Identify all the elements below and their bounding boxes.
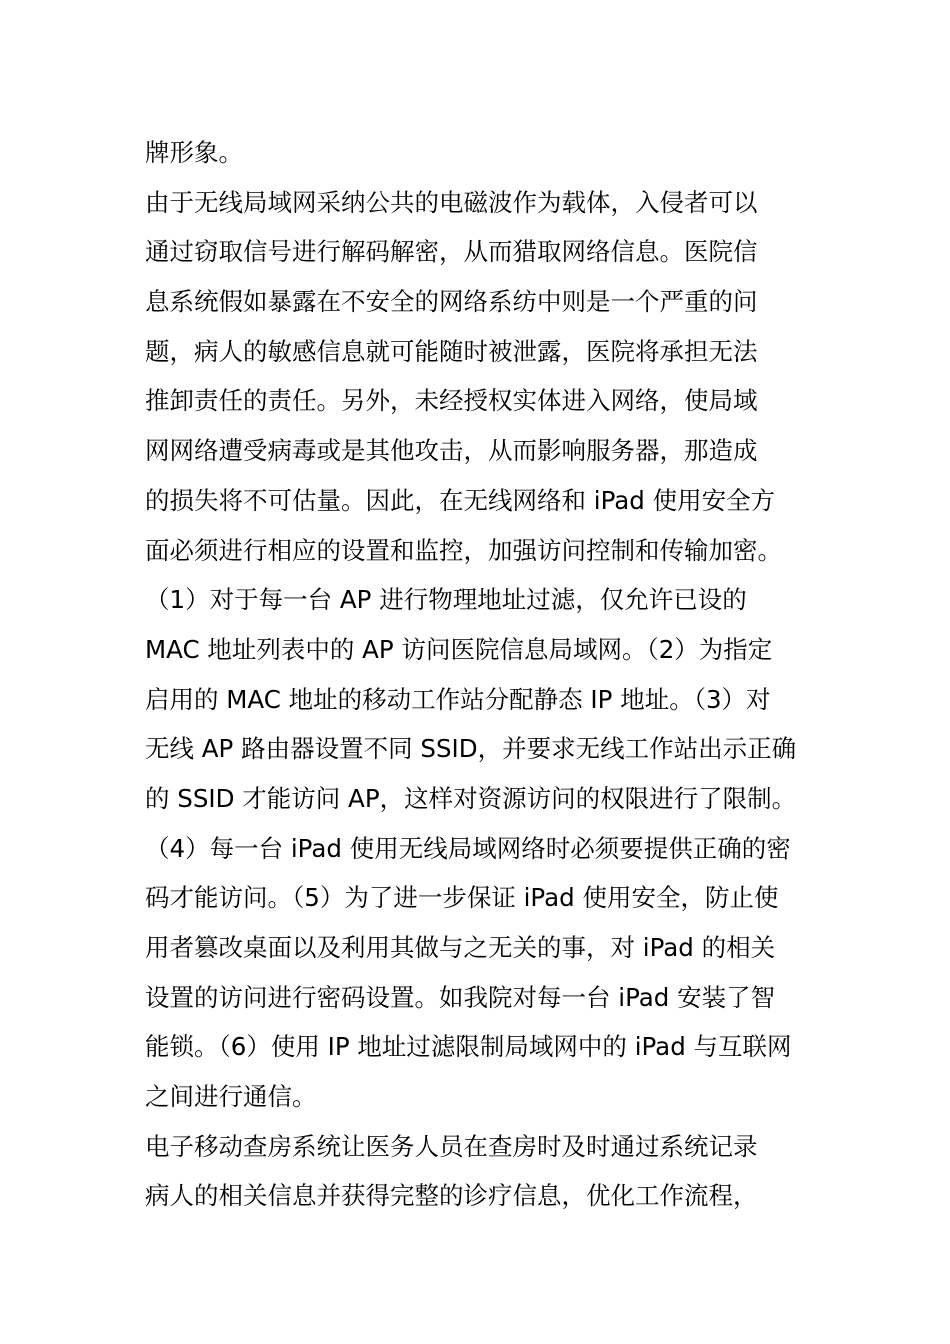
text-line: 用者篡改桌面以及利用其做与之无关的事，对 iPad 的相关	[145, 933, 776, 962]
text-line: 的 SSID 才能访问 AP，这样对资源访问的权限进行了限制。	[145, 783, 797, 813]
text-line: 面必须进行相应的设置和监控，加强访问控制和传输加密。	[145, 535, 782, 565]
text-line: （4）每一台 iPad 使用无线局域网络时必须要提供正确的密	[145, 833, 791, 863]
text-line: 通过窃取信号进行解码解密，从而猎取网络信息。医院信	[145, 237, 758, 267]
text-line: 题，病人的敏感信息就可能随时被泄露，医院将承担无法	[145, 336, 758, 366]
text-line: 推卸责任的责任。另外，未经授权实体进入网络，使局域	[145, 386, 758, 416]
text-line: 无线 AP 路由器设置不同 SSID，并要求无线工作站出示正确	[145, 734, 797, 764]
text-line: 网网络遭受病毒或是其他攻击，从而影响服务器，那造成	[145, 436, 758, 466]
text-line: 的损失将不可估量。因此，在无线网络和 iPad 使用安全方	[145, 485, 776, 515]
text-line: 牌形象。	[145, 138, 243, 167]
text-line: 息系统假如暴露在不安全的网络系纺中则是一个严重的问	[145, 287, 758, 317]
text-line: 由于无线局域网采纳公共的电磁波作为载体，入侵者可以	[145, 187, 758, 217]
text-line: 启用的 MAC 地址的移动工作站分配静态 IP 地址。（3）对	[145, 684, 771, 714]
text-line: 能锁。（6）使用 IP 地址过滤限制局域网中的 iPad 与互联网	[145, 1032, 792, 1062]
text-line: （1）对于每一台 AP 进行物理地址过滤，仅允许已设的	[145, 585, 747, 615]
text-line: 设置的访问进行密码设置。如我院对每一台 iPad 安装了智	[145, 982, 776, 1012]
text-line: 码才能访问。（5）为了进一步保证 iPad 使用安全，防止使	[145, 883, 779, 913]
text-line: MAC 地址列表中的 AP 访问医院信息局域网。（2）为指定	[145, 634, 773, 664]
text-line: 病人的相关信息并获得完整的诊疗信息，优化工作流程，	[145, 1181, 758, 1211]
text-line: 之间进行通信。	[145, 1082, 317, 1112]
text-line: 电子移动查房系统让医务人员在查房时及时通过系统记录	[145, 1131, 758, 1161]
body-text	[145, 128, 815, 1221]
